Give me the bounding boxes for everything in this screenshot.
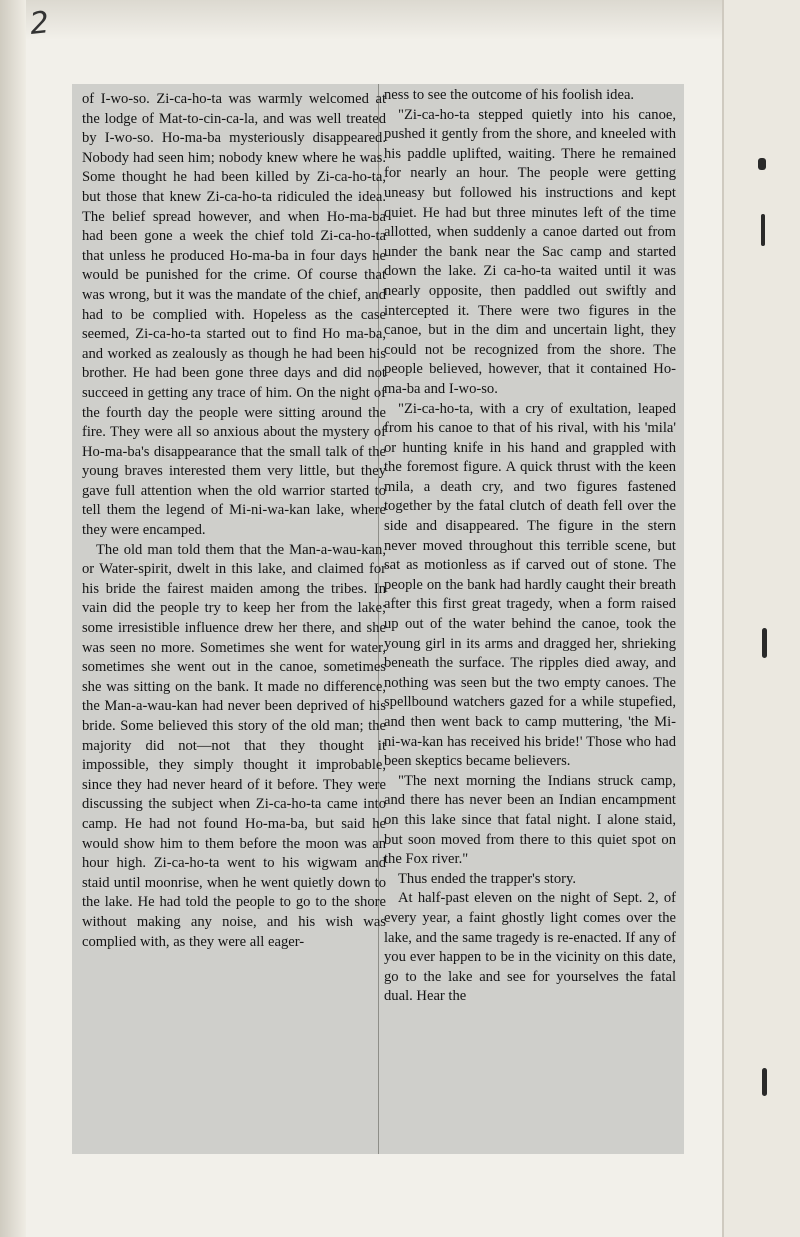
binding-mark [762,628,767,658]
left-column [82,90,386,952]
right-margin-line [722,0,724,1237]
paragraph: At half-past eleven on the night of Sept. 2, of every year, a faint ghostly light comes over the lake, and the same tragedy is re-enacted. If any of you ever happen to be in the vicinity on this date, go to the lake and see for yourselves the fatal dual. Hear the [384,890,676,1005]
right-column [384,86,676,1007]
binding-mark [762,1068,767,1096]
paragraph: The old man told them that the Man-a-wau-kan, or Water-spirit, dwelt in this lake, and claimed for his bride the fairest maiden among the tribes. In vain did the people try to keep her from the lake; some irresistible influence drew her there, and she was seen no more. Sometimes she went for water, sometimes she went out in the canoe, sometimes she was sitting on the bank. It made no difference, the Man-a-wau-kan had never been deprived of his bride. Some believed this story of the old man; the majority did not—not that they thought it impossible, they simply thought it improbable, since they had never heard of it before. They were discussing the subject when Zi-ca-ho-ta came into camp. He had not found Ho-ma-ba, but said he would show him to them before the moon was an hour high. Zi-ca-ho-ta went to his wigwam and staid until moonrise, when he went quietly down to the lake. He had told the people to go to the shore without making any noise, and his wish was complied with, as they were all eager- [82,541,386,950]
page-top-edge [0,0,800,40]
paragraph: of I-wo-so. Zi-ca-ho-ta was warmly welcomed at the lodge of Mat-to-cin-ca-la, and was well treated by I-wo-so. Ho-ma-ba mysteriously disappeared. Nobody had seen him; nobody knew where he was. Some thought he had been killed by Zi-ca-ho-ta, but those that knew Zi-ca-ho-ta ridiculed the idea. The belief spread however, and when Ho-ma-ba had been gone a week the chief told Zi-ca-ho-ta that unless he produced Ho-ma-ba in four days he would be punished for the crime. Of course that was wrong, but it was the mandate of the chief, and had to be complied with. Hopeless as the case seemed, Zi-ca-ho-ta started out to find Ho ma-ba, and worked as zealously as though he had been his brother. He had been gone three days and did not succeed in getting any trace of him. On the night of the fourth day the people were sitting around the fire. They were all so anxious about the mystery of Ho-ma-ba's disappearance that the small talk of the young braves interested them very little, but they gave full attention when the old warrior started to tell them the legend of Mi-ni-wa-kan lake, where they were encamped. [82,91,386,539]
binding-mark [758,158,766,170]
paragraph: "The next morning the Indians struck camp, and there has never been an Indian encampment on this lake since that fatal night. I alone staid, but soon moved from there to this quiet spot on the Fox river." [384,772,676,868]
paragraph: Thus ended the trapper's story. [398,870,576,887]
page-left-edge [0,0,26,1237]
paragraph: ness to see the outcome of his foolish idea. [384,87,635,103]
binding-mark [761,214,765,246]
paragraph: "Zi-ca-ho-ta, with a cry of exultation, leaped from his canoe to that of his rival, with his 'mila' or hunting knife in his hand and grappled with the foremost figure. A quick thrust with the keen mila, a death cry, and two figures fastened together by the fatal clutch of death fell over the side and disappeared. The figure in the stern never moved throughout this terrible scene, but sat as motionless as if carved out of stone. The people on the bank had hardly caught their breath after this first great tragedy, when a form raised up out of the water behind the canoe, took the young girl in its arms and dragged her, shrieking beneath the surface. The ripples died away, and nothing was seen but the two empty canoes. The spellbound watchers gazed for a while stupefied, and then went back to camp muttering, 'the Mi-ni-wa-kan has received his bride!' Those who had been skeptics became believers. [384,400,676,770]
paragraph: "Zi-ca-ho-ta stepped quietly into his canoe, pushed it gently from the shore, and kneeled with his paddle uplifted, waiting. There he remained for nearly an hour. The people were getting uneasy but followed his instructions and kept quiet. He had but three minutes left of the time allotted, when suddenly a canoe darted out from under the bank near the Sac camp and started down the lake. Zi ca-ho-ta waited until it was nearly opposite, then paddled out swiftly and intercepted it. There were two figures in the canoe, but in the dim and uncertain light, they could not be recognized from the shore. The people believed, however, that it contained Ho-ma-ba and I-wo-so. [384,106,676,397]
page-number: 2 [28,5,51,42]
right-margin [724,0,800,1237]
